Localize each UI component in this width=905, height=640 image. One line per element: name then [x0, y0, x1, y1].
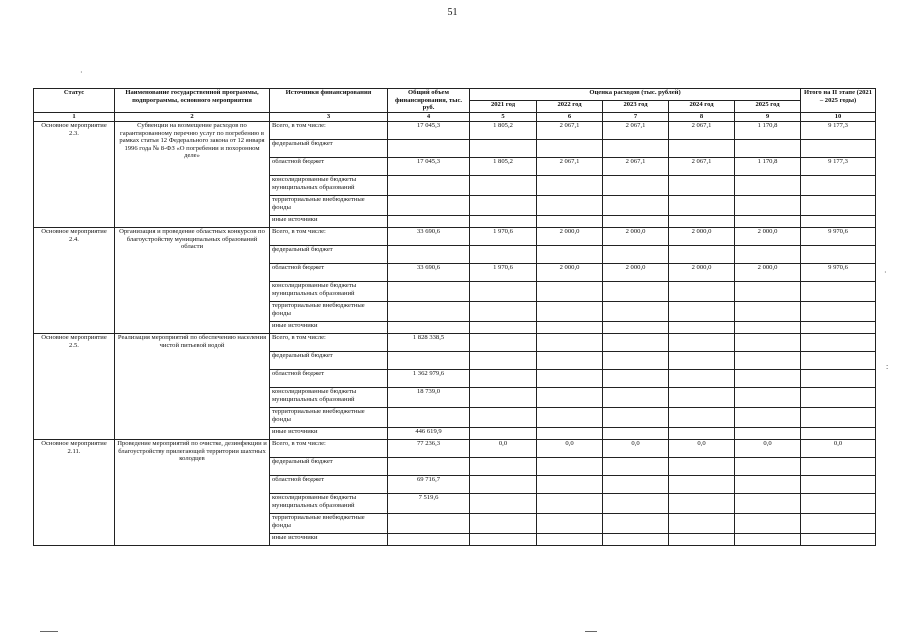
funding-source-label: территориальные внебюджетные фонды: [270, 514, 388, 534]
year-value: [735, 302, 801, 322]
stage-total-value: [801, 458, 876, 476]
year-value: [603, 494, 669, 514]
total-value: [388, 246, 470, 264]
year-value: [470, 370, 537, 388]
budget-table: [33, 88, 876, 546]
total-value: [388, 216, 470, 228]
year-value: 2 000,0: [669, 228, 735, 246]
year-value: [603, 334, 669, 352]
year-value: [603, 246, 669, 264]
column-number: 9: [735, 113, 801, 122]
stage-total-value: 9 970,6: [801, 228, 876, 246]
stage-total-value: [801, 302, 876, 322]
funding-source-label: федеральный бюджет: [270, 140, 388, 158]
total-value: [388, 140, 470, 158]
year-value: 2 067,1: [603, 158, 669, 176]
funding-source-label: консолидированные бюджеты муниципальных образований: [270, 494, 388, 514]
year-value: [470, 196, 537, 216]
activity-name: Реализация мероприятий по обеспечению населения чистой питьевой водой: [115, 334, 270, 440]
funding-source-label: федеральный бюджет: [270, 458, 388, 476]
year-value: [735, 476, 801, 494]
year-value: 0,0: [470, 440, 537, 458]
year-value: [537, 388, 603, 408]
stage-total-value: [801, 370, 876, 388]
year-value: [669, 216, 735, 228]
year-value: [470, 494, 537, 514]
funding-source-label: иные источники: [270, 428, 388, 440]
header-name: Наименование государственной программы, подпрограммы, основного мероприятия: [115, 89, 270, 113]
year-value: [735, 408, 801, 428]
column-number: 4: [388, 113, 470, 122]
year-value: [603, 408, 669, 428]
year-value: [735, 534, 801, 546]
year-value: [603, 476, 669, 494]
year-value: [735, 514, 801, 534]
year-value: [669, 322, 735, 334]
stage-total-value: [801, 246, 876, 264]
year-value: [470, 176, 537, 196]
total-value: 1 362 979,6: [388, 370, 470, 388]
year-value: [603, 322, 669, 334]
total-value: [388, 302, 470, 322]
funding-source-label: федеральный бюджет: [270, 352, 388, 370]
year-value: [669, 352, 735, 370]
table-row: [34, 122, 876, 140]
year-value: [735, 196, 801, 216]
activity-name: Проведение мероприятий по очистке, дезинфекции и благоустройству прилегающей территории шахтных колодцев: [115, 440, 270, 546]
header-year: 2023 год: [603, 101, 669, 113]
total-value: [388, 408, 470, 428]
stage-total-value: [801, 196, 876, 216]
year-value: 2 067,1: [669, 158, 735, 176]
activity-status: Основное мероприятие 2.11.: [34, 440, 115, 546]
stage-total-value: [801, 216, 876, 228]
stage-total-value: [801, 352, 876, 370]
year-value: 2 067,1: [669, 122, 735, 140]
year-value: [537, 476, 603, 494]
year-value: [537, 514, 603, 534]
year-value: [669, 408, 735, 428]
year-value: [537, 302, 603, 322]
year-value: [470, 458, 537, 476]
scan-speck: ·: [884, 268, 887, 277]
page-number: 51: [447, 7, 458, 18]
funding-source-label: иные источники: [270, 534, 388, 546]
year-value: 0,0: [735, 440, 801, 458]
stage-total-value: [801, 322, 876, 334]
year-value: [603, 302, 669, 322]
stage-total-value: [801, 388, 876, 408]
year-value: [537, 176, 603, 196]
year-value: [603, 196, 669, 216]
year-value: 2 067,1: [537, 122, 603, 140]
total-value: 33 690,6: [388, 264, 470, 282]
funding-source-label: иные источники: [270, 216, 388, 228]
funding-source-label: Всего, в том числе:: [270, 440, 388, 458]
year-value: 2 067,1: [537, 158, 603, 176]
year-value: 0,0: [603, 440, 669, 458]
stage-total-value: 9 970,6: [801, 264, 876, 282]
column-number: 2: [115, 113, 270, 122]
total-value: [388, 458, 470, 476]
stage-total-value: [801, 494, 876, 514]
scan-edge-mark: [585, 631, 597, 632]
year-value: [470, 534, 537, 546]
stage-total-value: [801, 428, 876, 440]
year-value: [735, 370, 801, 388]
total-value: 69 716,7: [388, 476, 470, 494]
year-value: [669, 370, 735, 388]
year-value: [669, 388, 735, 408]
year-value: [735, 216, 801, 228]
year-value: [537, 334, 603, 352]
total-value: [388, 352, 470, 370]
year-value: [669, 176, 735, 196]
table-row: [34, 334, 876, 352]
year-value: [470, 140, 537, 158]
funding-source-label: Всего, в том числе:: [270, 334, 388, 352]
year-value: [603, 140, 669, 158]
total-value: [388, 514, 470, 534]
column-number: 8: [669, 113, 735, 122]
year-value: [537, 370, 603, 388]
scan-speck: :: [886, 362, 889, 371]
activity-name: Субвенции на возмещение расходов по гарантированному перечню услуг по погребению в рамках статьи 12 Федерального закона от 12 января 1996 года № 8-ФЗ «О погребении и похоронном деле»: [115, 122, 270, 228]
year-value: [537, 534, 603, 546]
column-number: 1: [34, 113, 115, 122]
header-source: Источники финансирования: [270, 89, 388, 113]
total-value: 33 690,6: [388, 228, 470, 246]
year-value: [603, 458, 669, 476]
stage-total-value: [801, 140, 876, 158]
year-value: [603, 282, 669, 302]
year-value: [735, 322, 801, 334]
year-value: [735, 388, 801, 408]
year-value: [669, 458, 735, 476]
year-value: [470, 352, 537, 370]
year-value: [669, 246, 735, 264]
year-value: 2 000,0: [735, 264, 801, 282]
funding-source-label: консолидированные бюджеты муниципальных образований: [270, 388, 388, 408]
year-value: [735, 428, 801, 440]
year-value: [603, 428, 669, 440]
scan-edge-mark: [40, 631, 58, 632]
year-value: [735, 140, 801, 158]
funding-source-label: областной бюджет: [270, 476, 388, 494]
funding-source-label: территориальные внебюджетные фонды: [270, 408, 388, 428]
year-value: [735, 458, 801, 476]
stage-total-value: [801, 476, 876, 494]
stage-total-value: [801, 534, 876, 546]
stage-total-value: 9 177,3: [801, 122, 876, 140]
year-value: [537, 246, 603, 264]
total-value: 1 828 338,5: [388, 334, 470, 352]
total-value: [388, 196, 470, 216]
scan-speck: ·: [80, 68, 83, 77]
year-value: [470, 322, 537, 334]
column-number: 6: [537, 113, 603, 122]
year-value: [603, 534, 669, 546]
header-estimate: Оценка расходов (тыс. рублей): [470, 89, 801, 101]
stage-total-value: [801, 334, 876, 352]
year-value: [669, 302, 735, 322]
stage-total-value: [801, 176, 876, 196]
year-value: [470, 514, 537, 534]
year-value: [669, 428, 735, 440]
year-value: [669, 534, 735, 546]
activity-name: Организация и проведение областных конкурсов по благоустройству муниципальных образований области: [115, 228, 270, 334]
funding-source-label: федеральный бюджет: [270, 246, 388, 264]
year-value: [537, 458, 603, 476]
total-value: 17 045,3: [388, 158, 470, 176]
year-value: 0,0: [537, 440, 603, 458]
table-row: [34, 228, 876, 246]
header-status: Статус: [34, 89, 115, 113]
year-value: [537, 196, 603, 216]
header-year: 2024 год: [669, 101, 735, 113]
year-value: [537, 352, 603, 370]
year-value: 1 805,2: [470, 158, 537, 176]
activity-status: Основное мероприятие 2.3.: [34, 122, 115, 228]
stage-total-value: 9 177,3: [801, 158, 876, 176]
year-value: [735, 282, 801, 302]
year-value: [735, 494, 801, 514]
funding-source-label: консолидированные бюджеты муниципальных образований: [270, 282, 388, 302]
funding-source-label: областной бюджет: [270, 370, 388, 388]
table-row: [34, 440, 876, 458]
year-value: 0,0: [669, 440, 735, 458]
year-value: [669, 334, 735, 352]
total-value: 18 739,0: [388, 388, 470, 408]
funding-source-label: Всего, в том числе:: [270, 228, 388, 246]
year-value: [603, 370, 669, 388]
total-value: 446 619,9: [388, 428, 470, 440]
year-value: [537, 428, 603, 440]
year-value: [470, 388, 537, 408]
year-value: [537, 282, 603, 302]
year-value: [470, 334, 537, 352]
year-value: [470, 246, 537, 264]
year-value: 2 000,0: [735, 228, 801, 246]
year-value: [603, 352, 669, 370]
column-number: 5: [470, 113, 537, 122]
year-value: 1 170,8: [735, 158, 801, 176]
year-value: [603, 216, 669, 228]
total-value: 17 045,3: [388, 122, 470, 140]
total-value: [388, 282, 470, 302]
year-value: [470, 428, 537, 440]
year-value: [603, 388, 669, 408]
year-value: 2 000,0: [603, 228, 669, 246]
funding-source-label: областной бюджет: [270, 158, 388, 176]
year-value: [470, 216, 537, 228]
total-value: [388, 322, 470, 334]
total-value: [388, 176, 470, 196]
total-value: [388, 534, 470, 546]
activity-status: Основное мероприятие 2.5.: [34, 334, 115, 440]
funding-source-label: Всего, в том числе:: [270, 122, 388, 140]
year-value: [669, 514, 735, 534]
header-total: Общий объем финансирования, тыс. руб.: [388, 89, 470, 113]
year-value: [669, 196, 735, 216]
year-value: 1 170,8: [735, 122, 801, 140]
year-value: [470, 408, 537, 428]
header-year: 2021 год: [470, 101, 537, 113]
year-value: [537, 322, 603, 334]
year-value: 2 000,0: [537, 264, 603, 282]
funding-source-label: областной бюджет: [270, 264, 388, 282]
funding-source-label: иные источники: [270, 322, 388, 334]
header-stage: Итого на II этапе (2021 – 2025 годы): [801, 89, 876, 113]
year-value: [603, 176, 669, 196]
year-value: [537, 140, 603, 158]
year-value: [735, 246, 801, 264]
year-value: [537, 494, 603, 514]
year-value: [669, 140, 735, 158]
year-value: 2 000,0: [603, 264, 669, 282]
year-value: [669, 494, 735, 514]
year-value: [735, 352, 801, 370]
year-value: 2 000,0: [537, 228, 603, 246]
funding-source-label: территориальные внебюджетные фонды: [270, 196, 388, 216]
funding-source-label: территориальные внебюджетные фонды: [270, 302, 388, 322]
year-value: [470, 476, 537, 494]
total-value: 7 519,6: [388, 494, 470, 514]
year-value: [735, 334, 801, 352]
year-value: [470, 302, 537, 322]
year-value: [669, 476, 735, 494]
header-year: 2022 год: [537, 101, 603, 113]
year-value: [669, 282, 735, 302]
year-value: [537, 408, 603, 428]
header-year: 2025 год: [735, 101, 801, 113]
year-value: 1 970,6: [470, 264, 537, 282]
stage-total-value: [801, 408, 876, 428]
year-value: 2 067,1: [603, 122, 669, 140]
year-value: [470, 282, 537, 302]
column-number: 7: [603, 113, 669, 122]
stage-total-value: [801, 282, 876, 302]
year-value: 1 805,2: [470, 122, 537, 140]
column-number: 10: [801, 113, 876, 122]
year-value: [603, 514, 669, 534]
column-number: 3: [270, 113, 388, 122]
total-value: 77 236,3: [388, 440, 470, 458]
year-value: 2 000,0: [669, 264, 735, 282]
year-value: 1 970,6: [470, 228, 537, 246]
year-value: [735, 176, 801, 196]
year-value: [537, 216, 603, 228]
activity-status: Основное мероприятие 2.4.: [34, 228, 115, 334]
funding-source-label: консолидированные бюджеты муниципальных образований: [270, 176, 388, 196]
stage-total-value: [801, 514, 876, 534]
stage-total-value: 0,0: [801, 440, 876, 458]
